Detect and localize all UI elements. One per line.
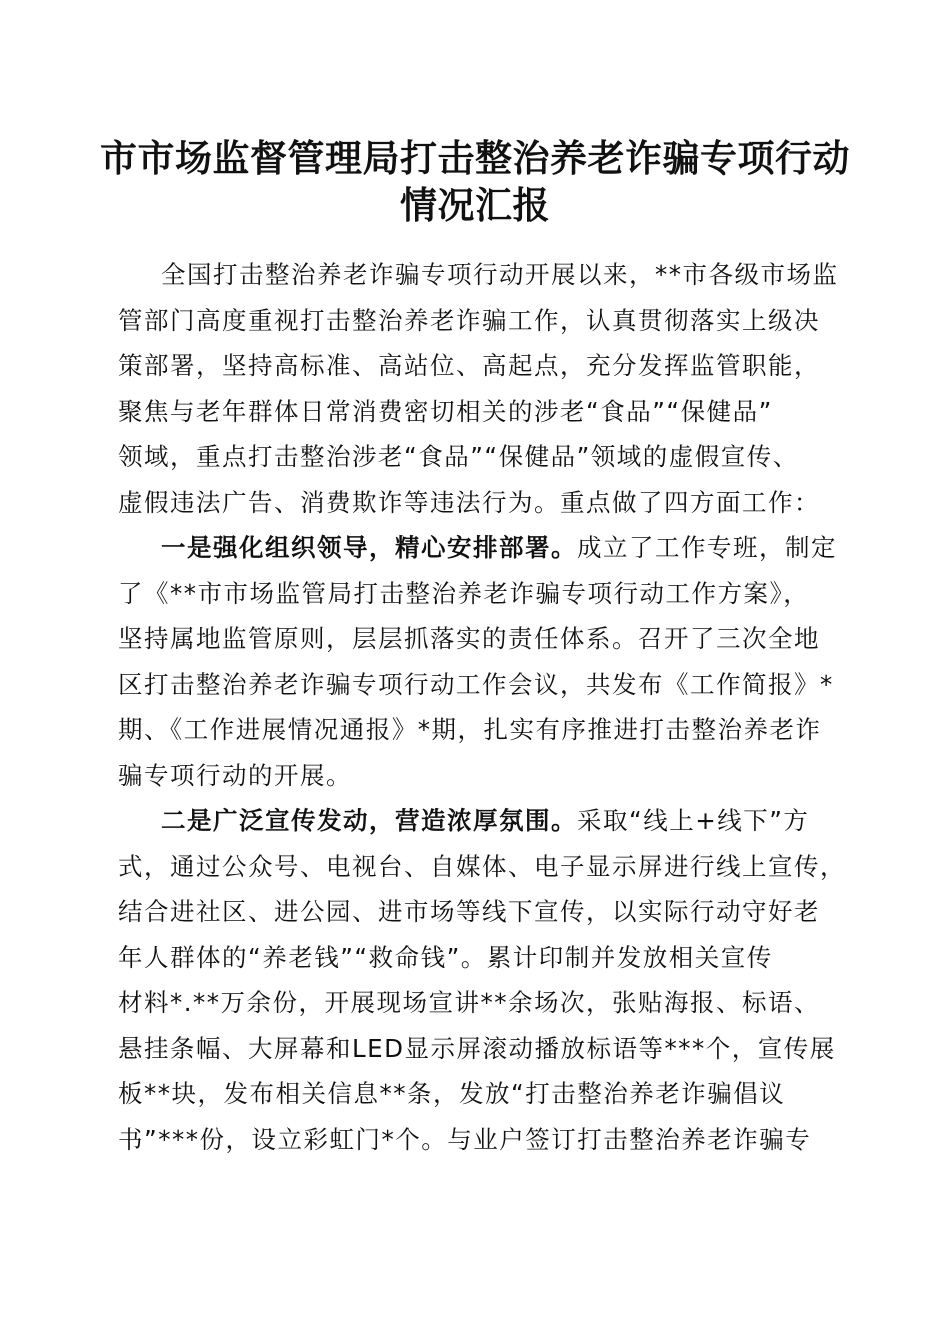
- paragraph-lead-rest: 采取“线上+线下”方: [577, 806, 810, 835]
- paragraph-lead: 二是广泛宣传发动，营造浓厚氛围。: [161, 806, 577, 835]
- text-line: 坚持属地监管原则，层层抓落实的责任体系。召开了三次全地: [118, 624, 820, 653]
- title-line-2: 情况汇报: [400, 183, 550, 227]
- text-line: [118, 798, 838, 844]
- text-line: 板**块，发布相关信息**条，发放“打击整治养老诈骗倡议: [118, 1079, 786, 1108]
- text-line: 书”***份，设立彩虹门*个。与业户签订打击整治养老诈骗专: [118, 1124, 812, 1154]
- document-title: [100, 135, 850, 229]
- paragraph-organization: [118, 525, 838, 798]
- text-line: 式，通过公众号、电视台、自媒体、电子显示屏进行线上宣传，: [118, 851, 846, 881]
- text-line: 结合进社区、进公园、进市场等线下宣传，以实际行动守好老: [118, 897, 820, 926]
- text-line: 悬挂条幅、大屏幕和LED显示屏滚动播放标语等***个，宣传展: [118, 1033, 836, 1063]
- text-line: 虚假违法广告、消费欺诈等违法行为。重点做了四方面工作：: [118, 487, 820, 517]
- paragraph-lead: 一是强化组织领导，精心安排部署。: [161, 533, 577, 562]
- text-line: 期、《工作进展情况通报》*期，扎实有序推进打击整治养老诈: [118, 715, 822, 744]
- text-line: 策部署，坚持高标准、高站位、高起点，充分发挥监管职能，: [118, 351, 820, 380]
- text-line: 骗专项行动的开展。: [118, 760, 352, 790]
- document-body: [118, 252, 846, 1162]
- text-line: 领域，重点打击整治涉老“食品”“保健品”领域的虚假宣传、: [118, 442, 799, 471]
- paragraph-intro: [118, 252, 838, 525]
- paragraph-lead-rest: 成立了工作专班，制定: [577, 533, 837, 562]
- text-line: 了《**市市场监管局打击整治养老诈骗专项行动工作方案》，: [118, 578, 810, 608]
- text-line: 管部门高度重视打击整治养老诈骗工作，认真贯彻落实上级决: [118, 305, 820, 335]
- text-line: 年人群体的“养老钱”“救命钱”。累计印制并发放相关宣传: [118, 942, 773, 972]
- text-line: 全国打击整治养老诈骗专项行动开展以来，**市各级市场监: [161, 260, 839, 289]
- title-line-1: 市市场监督管理局打击整治养老诈骗专项行动: [100, 136, 850, 180]
- paragraph-publicity: [118, 798, 846, 1162]
- text-line: [118, 525, 838, 571]
- text-line: 区打击整治养老诈骗专项行动工作会议，共发布《工作简报》*: [118, 669, 834, 699]
- text-line: 聚焦与老年群体日常消费密切相关的涉老“食品”“保健品”: [118, 396, 773, 426]
- text-line: 材料*.**万余份，开展现场宣讲**余场次，张贴海报、标语、: [118, 988, 821, 1017]
